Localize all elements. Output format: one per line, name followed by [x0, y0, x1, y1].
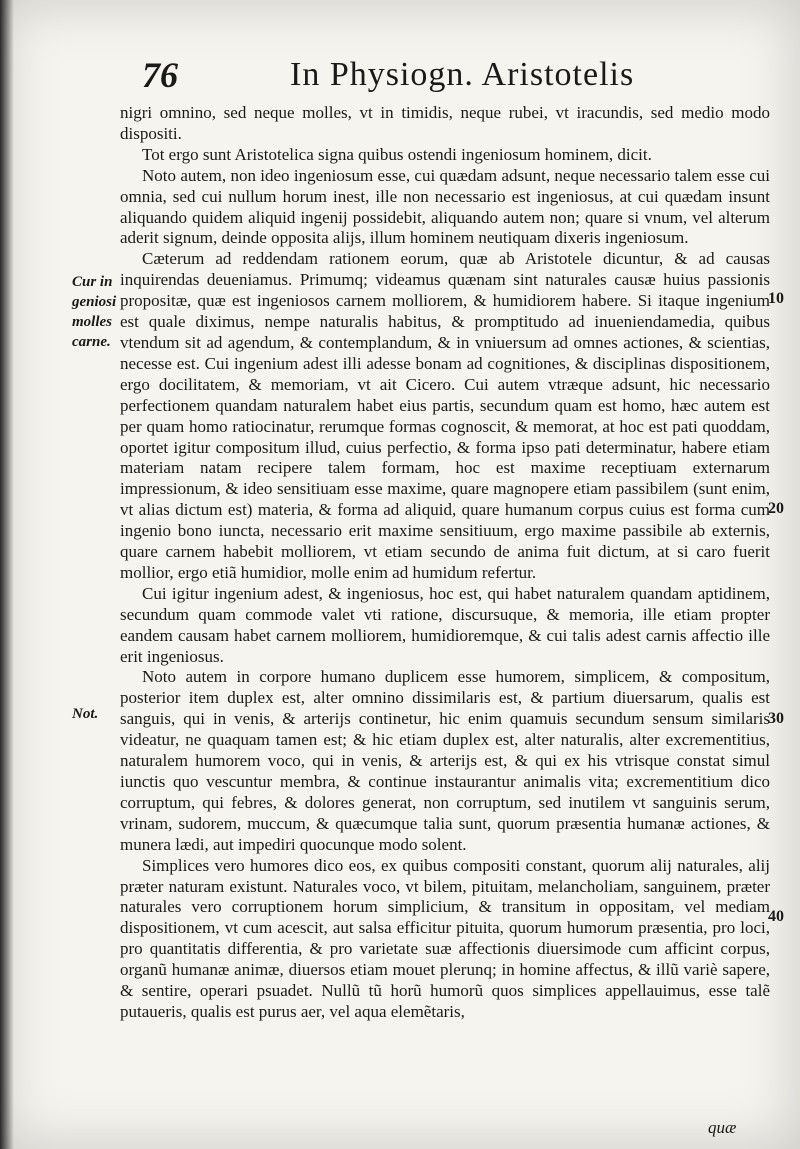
page-header: [140, 52, 740, 100]
margin-note-not: Not.: [72, 706, 99, 722]
line-number-20: 20: [768, 500, 784, 517]
margin-note-cur-ingeniosi: Cur in geniosi molles carne.: [72, 274, 117, 350]
running-head: In Physiogn. Aristotelis: [290, 56, 635, 93]
paragraph: Simplices vero humores dico eos, ex quibus compositi constant, quorum alij naturales, alij præter naturam existunt. Naturales voco, vt bilem, pituitam, melancholiam, sanguinem, præter naturales vero corruptionem horum simplicium, & transitum in oppositam, vel mediam dispositionem, vt cum acescit, aut salsa efficitur pituita, quorum humorum præsentia, pro loci, pro quantitatis differentia, & pro varietate suæ affectionis diuersimode cum afficint corpus, organũ humanæ animæ, diuersos etiam mouet plerunq; in homine affectus, & illũ variè sapere, & sentire, operari psuadet. Nullũ tũ horũ humorũ quos simplices appellauimus, esse talẽ putaueris, qualis est purus aer, vel aqua elemẽtaris,: [120, 855, 770, 1021]
page-number: 76: [142, 55, 178, 95]
binding-shadow: [0, 0, 14, 1149]
line-number-30: 30: [768, 710, 784, 727]
body-text: [120, 103, 770, 1023]
paragraph: nigri omnino, sed neque molles, vt in timidis, neque rubei, vt iracundis, sed medio modo dispositi.: [120, 103, 770, 143]
paragraph: Cæterum ad reddendam rationem eorum, quæ ab Aristotele dicuntur, & ad causas inquirendas deueniamus. Primumq; videamus quænam sint naturales causæ huius passionis propositæ, quæ est ingeniosos carnem molliorem, & humidiorem habere. Si itaque ingenium est quale diximus, nempe naturalis habitus, & promptitudo ad inueniendamedia, quibus vtendum sit ad agendum, & contemplandum, & in vniuersum ad omnes actiones, & scientias, necesse est. Cui ingenium adest illi adesse bonam ad cognitiones, & disciplinas dispositionem, ergo docilitatem, & memoriam, vt ait Cicero. Cui autem vtræque adsunt, hic necessario perfectionem quandam naturalem habet eius partis, secundum quam est homo, hæc autem est per quam homo ratiocinatur, rerumque formas cognoscit, & memorat, at hoc est pati quoddam, oportet igitur compositum illud, cuius perfectio, & forma ipso pati determinatur, habere etiam materiam natam recipere talem formam, hoc est maxime receptiuam externarum impressionum, & ideo sensitiuam esse maxime, quare magnopere etiam passibilem (sunt enim, vt alias dictum est) materia, & forma ad aliquid, quare humanum corpus cuius est forma cum ingenio bono iuncta, necessario erit maxime sensitiuum, ergo maxime passibile ab externis, quare carnem habebit molliorem, vt etiam secundo de anima fuit dictum, at si caro fuerit mollior, ergo etiã humidior, molle enim ad humidum refertur.: [120, 249, 770, 582]
line-number-10: 10: [768, 290, 784, 307]
paragraph: Tot ergo sunt Aristotelica signa quibus ostendi ingeniosum hominem, dicit.: [142, 144, 652, 164]
paragraph: Noto autem, non ideo ingeniosum esse, cui quædam adsunt, neque necessario talem esse cui omnia, sed cui nullum horum inest, ille non necessario est ingeniosus, at cui quædam insunt aliquando quidem aliquid ingenij possidebit, aliquando autem non; quare si vnum, vel alterum aderit signum, deinde opposita alijs, illum hominem neutiquam dixeris ingeniosum.: [120, 165, 770, 248]
paragraph: Noto autem in corpore humano duplicem esse humorem, simplicem, & compositum, posterior item duplex est, alter omnino dissimilaris est, & partium diuersarum, qualis est sanguis, qui in venis, & arterijs continetur, hic enim quamuis secundum sensum similaris videatur, ne quaquam tamen est; & hic etiam duplex est, alter naturalis, alter excrementitius, naturalem humorem voco, qui in venis, & arterijs est, & qui ex his vtrisque constat simul iunctis quo vescuntur membra, & continue instaurantur animalis vita; excrementitium dico corruptum, qui febres, & dolores generat, non corruptum, sed inutilem vt sanguinis serum, vrinam, sudorem, muccum, & quæcumque talia sunt, quorum præsentia humanæ actiones, & munera lædi, aut impediri quocunque modo solent.: [120, 667, 770, 854]
catchword: quæ: [708, 1118, 737, 1137]
paragraph: Cui igitur ingenium adest, & ingeniosus, hoc est, qui habet naturalem quandam aptidinem, secundum quam commode valet vti ratione, discursuque, & memoria, ille etiam propter eandem causam habet carnem molliorem, humidioremque, & cui talis adest carnis affectio ille erit ingeniosus.: [120, 583, 770, 666]
line-number-40: 40: [768, 908, 784, 925]
